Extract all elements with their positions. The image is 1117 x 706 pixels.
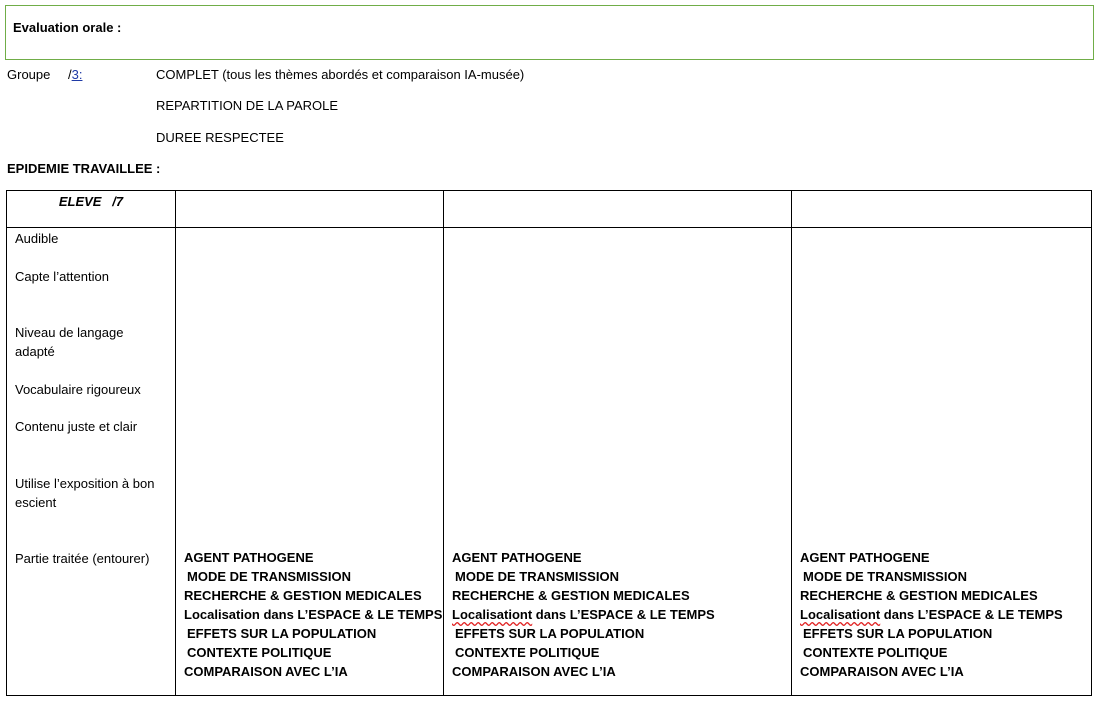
groupe-score-prefix: / bbox=[68, 67, 72, 82]
part-transmission[interactable]: MODE DE TRANSMISSION bbox=[803, 569, 967, 584]
page-title: Evaluation orale : bbox=[13, 20, 122, 35]
part-effets[interactable]: EFFETS SUR LA POPULATION bbox=[803, 626, 993, 641]
part-localisation[interactable]: Localisationt dans L’ESPACE & LE TEMPS bbox=[452, 607, 715, 622]
criterion-exposition: Utilise l’exposition à bon escient bbox=[15, 476, 155, 510]
part-recherche[interactable]: RECHERCHE & GESTION MEDICALES bbox=[800, 588, 1038, 603]
part-agent[interactable]: AGENT PATHOGENE bbox=[800, 550, 930, 565]
groupe-criterion-complet: COMPLET (tous les thèmes abordés et comparaison IA-musée) bbox=[156, 67, 525, 82]
eleve-header: ELEVE /7 bbox=[7, 191, 176, 228]
table-header-row bbox=[7, 191, 1092, 228]
parts-list-2 bbox=[452, 548, 715, 681]
part-recherche[interactable]: RECHERCHE & GESTION MEDICALES bbox=[184, 588, 422, 603]
criterion-partie: Partie traitée (entourer) bbox=[15, 551, 150, 566]
groupe-criterion-duree: DUREE RESPECTEE bbox=[156, 130, 284, 145]
student-column-3[interactable] bbox=[792, 228, 1092, 696]
part-effets[interactable]: EFFETS SUR LA POPULATION bbox=[187, 626, 377, 641]
part-comparaison[interactable]: COMPARAISON AVEC L’IA bbox=[184, 664, 348, 679]
eleve-header-cell-3[interactable] bbox=[792, 191, 1092, 228]
misspelled-word: Localisationt bbox=[452, 607, 533, 622]
student-column-1[interactable] bbox=[176, 228, 444, 696]
part-agent[interactable]: AGENT PATHOGENE bbox=[184, 550, 314, 565]
criterion-attention: Capte l’attention bbox=[15, 269, 109, 284]
misspelled-word: Localisationt bbox=[800, 607, 881, 622]
criterion-contenu: Contenu juste et clair bbox=[15, 419, 138, 434]
part-comparaison[interactable]: COMPARAISON AVEC L’IA bbox=[800, 664, 964, 679]
criterion-vocabulaire: Vocabulaire rigoureux bbox=[15, 382, 141, 397]
part-recherche[interactable]: RECHERCHE & GESTION MEDICALES bbox=[452, 588, 690, 603]
evaluation-table bbox=[6, 190, 1092, 696]
part-contexte[interactable]: CONTEXTE POLITIQUE bbox=[455, 645, 600, 660]
groupe-label: Groupe bbox=[7, 67, 51, 82]
part-transmission[interactable]: MODE DE TRANSMISSION bbox=[455, 569, 619, 584]
groupe-score-value[interactable]: 3: bbox=[71, 67, 83, 82]
groupe-score bbox=[68, 67, 82, 82]
part-localisation[interactable]: Localisationt dans L’ESPACE & LE TEMPS bbox=[800, 607, 1063, 622]
epidemie-label: EPIDEMIE TRAVAILLEE : bbox=[7, 161, 161, 176]
criterion-langage: Niveau de langage adapté bbox=[15, 325, 124, 359]
criterion-audible: Audible bbox=[15, 231, 59, 246]
part-contexte[interactable]: CONTEXTE POLITIQUE bbox=[187, 645, 332, 660]
part-comparaison[interactable]: COMPARAISON AVEC L’IA bbox=[452, 664, 616, 679]
eleve-header-cell-1[interactable] bbox=[176, 191, 444, 228]
parts-list-1 bbox=[184, 548, 442, 681]
groupe-criterion-repartition: REPARTITION DE LA PAROLE bbox=[156, 98, 339, 113]
eleve-header-cell-2[interactable] bbox=[444, 191, 792, 228]
student-column-2[interactable] bbox=[444, 228, 792, 696]
part-effets[interactable]: EFFETS SUR LA POPULATION bbox=[455, 626, 645, 641]
table-body-row bbox=[7, 228, 1092, 696]
title-box bbox=[5, 5, 1094, 60]
part-localisation[interactable]: Localisation dans L’ESPACE & LE TEMPS bbox=[184, 607, 443, 622]
parts-list-3 bbox=[800, 548, 1063, 681]
criteria-column bbox=[7, 228, 176, 696]
part-contexte[interactable]: CONTEXTE POLITIQUE bbox=[803, 645, 948, 660]
part-agent[interactable]: AGENT PATHOGENE bbox=[452, 550, 582, 565]
part-transmission[interactable]: MODE DE TRANSMISSION bbox=[187, 569, 351, 584]
